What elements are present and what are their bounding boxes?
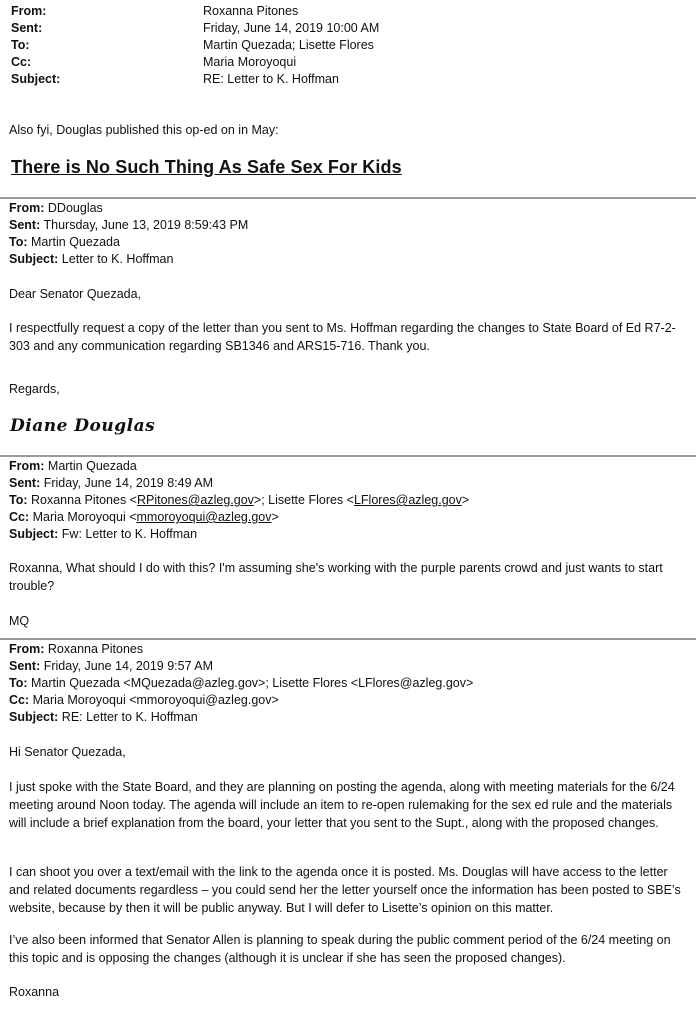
divider bbox=[0, 197, 696, 199]
msg2-header bbox=[9, 458, 689, 543]
msg3-paragraph-1: I just spoke with the State Board, and they are planning on posting the agenda, along with meeting materials for the 6/24 meeting around Noon today. The agenda will include an item to re-open rulemaking for the sex ed rule and the materials will include a brief explanation from the board, your letter that you sent to the Supt., along with the proposed changes. bbox=[9, 780, 675, 830]
msg2-sent-row: Sent: Friday, June 14, 2019 8:49 AM bbox=[9, 476, 214, 490]
msg3-from-row: From: Roxanna Pitones bbox=[9, 642, 144, 656]
msg2-subject-row: Subject: Fw: Letter to K. Hoffman bbox=[9, 527, 198, 541]
header-to-label: To: bbox=[11, 38, 30, 52]
msg1-greeting: Dear Senator Quezada, bbox=[9, 287, 142, 301]
msg3-subject: RE: Letter to K. Hoffman bbox=[61, 710, 198, 724]
msg3-greeting: Hi Senator Quezada, bbox=[9, 745, 126, 759]
msg1-header bbox=[9, 200, 689, 268]
msg1-sent-row: Sent: Thursday, June 13, 2019 8:59:43 PM bbox=[9, 218, 249, 232]
email-link-rpitones[interactable]: RPitones@azleg.gov bbox=[136, 493, 254, 507]
msg2-from: Martin Quezada bbox=[47, 459, 137, 473]
header-to-value: Martin Quezada; Lisette Flores bbox=[203, 38, 374, 52]
divider bbox=[0, 638, 696, 640]
msg3-from: Roxanna Pitones bbox=[47, 642, 144, 656]
msg3-sent-row: Sent: Friday, June 14, 2019 9:57 AM bbox=[9, 659, 214, 673]
msg1-closing: Regards, bbox=[9, 382, 60, 396]
msg3-paragraph-2: I can shoot you over a text/email with the link to the agenda once it is posted. Ms. Douglas will have access to the letter and related documents regardless – you could send her the letter yourself once the information has been posted to SBE’s website, because by then it will be public anyway. But I will defer to Lisette’s opinion on this matter. bbox=[9, 865, 681, 915]
msg2-subject: Fw: Letter to K. Hoffman bbox=[61, 527, 198, 541]
msg2-sign: MQ bbox=[9, 614, 30, 628]
msg3-paragraph-3: I’ve also been informed that Senator Allen is planning to speak during the public comment period of the 6/24 meeting on this topic and is opposing the changes (although it is unclear if she has seen the proposed changes). bbox=[9, 933, 671, 965]
divider bbox=[0, 455, 696, 457]
msg3-cc: Maria Moroyoqui <mmoroyoqui@azleg.gov> bbox=[32, 693, 279, 707]
header-sent-value: Friday, June 14, 2019 10:00 AM bbox=[203, 21, 380, 35]
email-link-lflores[interactable]: LFlores@azleg.gov bbox=[353, 493, 462, 507]
msg1-body: I respectfully request a copy of the letter than you sent to Ms. Hoffman regarding the changes to State Board of Ed R7-2-303 and any communication regarding SB1346 and ARS15-716. Thank you. bbox=[9, 321, 676, 353]
signature: Diane Douglas bbox=[10, 416, 156, 436]
msg1-to-row: To: Martin Quezada bbox=[9, 235, 120, 249]
header-sent-label: Sent: bbox=[11, 21, 43, 35]
msg1-subject-row: Subject: Letter to K. Hoffman bbox=[9, 252, 174, 266]
email-link-mmoroyoqui[interactable]: mmoroyoqui@azleg.gov bbox=[136, 510, 272, 524]
msg1-sent: Thursday, June 13, 2019 8:59:43 PM bbox=[43, 218, 249, 232]
header-subject-label: Subject: bbox=[11, 72, 61, 86]
msg3-subject-row: Subject: RE: Letter to K. Hoffman bbox=[9, 710, 198, 724]
msg3-sign: Roxanna bbox=[9, 985, 60, 999]
msg1-subject: Letter to K. Hoffman bbox=[61, 252, 174, 266]
msg1-to: Martin Quezada bbox=[31, 235, 120, 249]
msg3-to: Martin Quezada <MQuezada@azleg.gov>; Lisette Flores <LFlores@azleg.gov> bbox=[31, 676, 474, 690]
msg3-header bbox=[9, 641, 689, 726]
msg2-to-row: To: Roxanna Pitones <RPitones@azleg.gov>; Lisette Flores <LFlores@azleg.gov> bbox=[9, 493, 470, 507]
op-ed-headline-link[interactable]: There is No Such Thing As Safe Sex For Kids bbox=[11, 157, 402, 177]
msg3-cc-row: Cc: Maria Moroyoqui <mmoroyoqui@azleg.gov> bbox=[9, 693, 279, 707]
msg1-from: DDouglas bbox=[47, 201, 103, 215]
header-cc-label: Cc: bbox=[11, 55, 32, 69]
msg2-sent: Friday, June 14, 2019 8:49 AM bbox=[43, 476, 214, 490]
intro-text: Also fyi, Douglas published this op-ed on in May: bbox=[9, 123, 279, 137]
msg2-from-row: From: Martin Quezada bbox=[9, 459, 137, 473]
header-from-value: Roxanna Pitones bbox=[203, 4, 299, 18]
msg3-to-row: To: Martin Quezada <MQuezada@azleg.gov>; Lisette Flores <LFlores@azleg.gov> bbox=[9, 676, 474, 690]
msg1-from-row: From: DDouglas bbox=[9, 201, 103, 215]
msg2-body: Roxanna, What should I do with this? I'm assuming she's working with the purple parents crowd and just wants to start trouble? bbox=[9, 561, 663, 593]
header-subject-value: RE: Letter to K. Hoffman bbox=[203, 72, 339, 86]
header-cc-value: Maria Moroyoqui bbox=[203, 55, 297, 69]
header-from-label: From: bbox=[11, 4, 47, 18]
msg3-sent: Friday, June 14, 2019 9:57 AM bbox=[43, 659, 214, 673]
msg2-cc-row: Cc: Maria Moroyoqui <mmoroyoqui@azleg.gov> bbox=[9, 510, 279, 524]
